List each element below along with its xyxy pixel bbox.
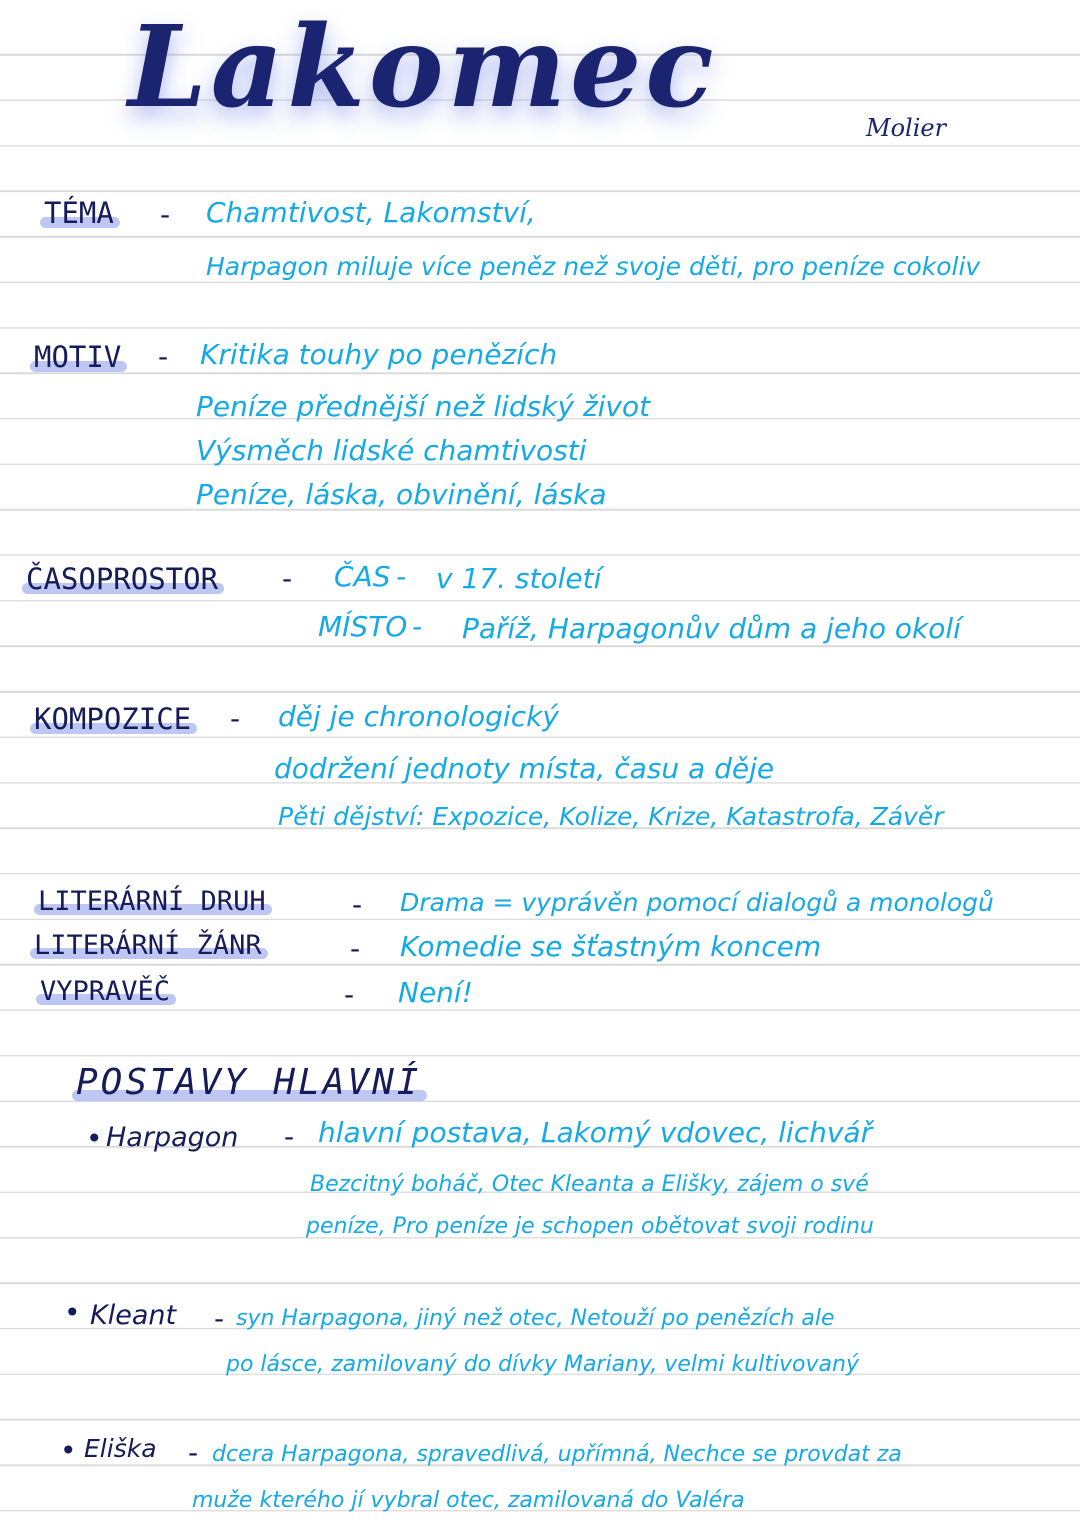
harpagon-line-1: hlavní postava, Lakomý vdovec, lichvář xyxy=(318,1116,873,1149)
postavy-heading: POSTAVY HLAVNÍ xyxy=(76,1062,422,1103)
druh-label: LITERÁRNÍ DRUH xyxy=(38,886,266,917)
zanr-dash: - xyxy=(350,932,361,965)
page-title: Lakomec xyxy=(128,2,718,133)
motiv-label: MOTIV xyxy=(34,340,122,374)
cas-label: ČAS xyxy=(334,560,391,593)
kleant-name: Kleant xyxy=(90,1300,177,1331)
vypravec-label: VYPRAVĚČ xyxy=(40,976,171,1007)
harpagon-bullet: • xyxy=(86,1122,103,1155)
eliska-dash: - xyxy=(188,1436,199,1469)
kleant-bullet: • xyxy=(64,1296,81,1329)
eliska-line-2: muže kterého jí vybral otec, zamilovaná do Valéra xyxy=(192,1488,745,1513)
eliska-bullet: • xyxy=(60,1434,77,1467)
misto-label: MÍSTO xyxy=(318,610,408,643)
kompozice-line-1: děj je chronologický xyxy=(278,700,559,733)
druh-value: Drama = vyprávěn pomocí dialogů a monologů xyxy=(400,888,994,917)
casoprostor-label: ČASOPROSTOR xyxy=(26,562,219,596)
harpagon-dash: - xyxy=(284,1120,295,1153)
author-name: Molier xyxy=(866,114,947,142)
motiv-line-1: Kritika touhy po penězích xyxy=(200,338,558,371)
kompozice-line-3: Pěti dějství: Expozice, Kolize, Krize, Katastrofa, Závěr xyxy=(278,802,944,831)
motiv-dash: - xyxy=(158,340,169,373)
zanr-label: LITERÁRNÍ ŽÁNR xyxy=(34,930,262,961)
tema-label: TÉMA xyxy=(44,196,114,230)
harpagon-name: Harpagon xyxy=(106,1122,239,1153)
kompozice-line-2: dodržení jednoty místa, času a děje xyxy=(274,752,775,785)
kompozice-dash: - xyxy=(230,702,241,735)
kompozice-label: KOMPOZICE xyxy=(34,702,192,736)
vypravec-value: Není! xyxy=(398,976,473,1009)
druh-dash: - xyxy=(352,888,363,921)
tema-line-1: Chamtivost, Lakomství, xyxy=(206,196,536,229)
kleant-line-2: po lásce, zamilovaný do dívky Mariany, velmi kultivovaný xyxy=(226,1352,859,1377)
kleant-dash: - xyxy=(214,1302,225,1335)
tema-dash: - xyxy=(160,198,171,231)
motiv-line-3: Výsměch lidské chamtivosti xyxy=(196,434,587,467)
kleant-line-1: syn Harpagona, jiný než otec, Netouží po penězích ale xyxy=(236,1306,835,1331)
eliska-name: Eliška xyxy=(84,1434,157,1463)
misto-value: Paříž, Harpagonův dům a jeho okolí xyxy=(462,612,961,645)
harpagon-line-2: Bezcitný boháč, Otec Kleanta a Elišky, zájem o své xyxy=(310,1172,869,1197)
casoprostor-dash: - xyxy=(282,562,293,595)
harpagon-line-3: peníze, Pro peníze je schopen obětovat svoji rodinu xyxy=(306,1214,874,1239)
zanr-value: Komedie se šťastným koncem xyxy=(400,930,822,963)
cas-dash: - xyxy=(396,560,407,593)
cas-value: v 17. století xyxy=(436,562,602,595)
motiv-line-4: Peníze, láska, obvinění, láska xyxy=(196,478,607,511)
eliska-line-1: dcera Harpagona, spravedlivá, upřímná, Nechce se provdat za xyxy=(212,1442,902,1467)
tema-line-2: Harpagon miluje více peněz než svoje děti, pro peníze cokoliv xyxy=(206,252,981,281)
misto-dash: - xyxy=(412,610,423,643)
motiv-line-2: Peníze přednější než lidský život xyxy=(196,390,651,423)
vypravec-dash: - xyxy=(344,978,355,1011)
